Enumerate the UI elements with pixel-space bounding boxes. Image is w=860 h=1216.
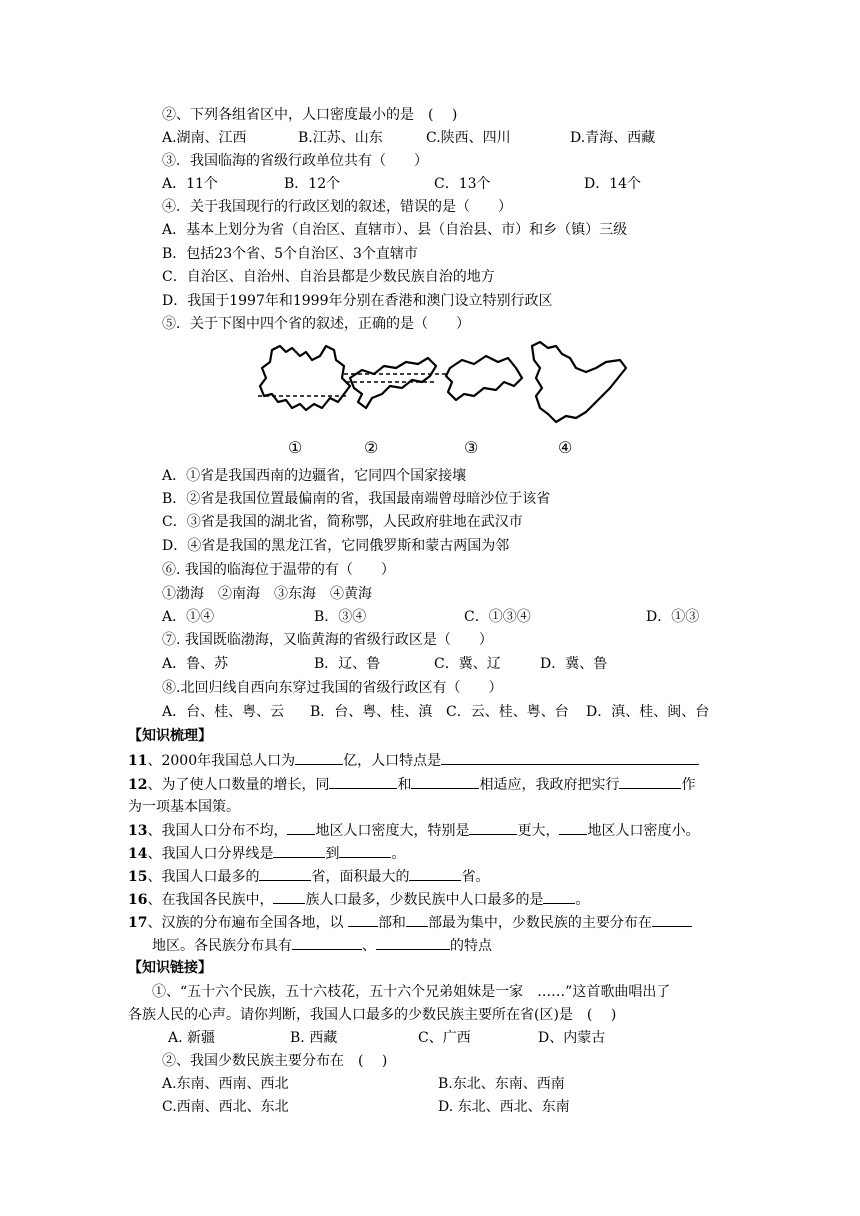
q2-stem: ②、下列各组省区中，人口密度最小的是 ( ) [162, 107, 458, 123]
item-text: 、在我国各民族中， [147, 892, 274, 908]
item-text: 、 [362, 938, 376, 954]
l1-line2: 各族人民的心声。请你判断，我国人口最多的少数民族主要所在省(区)是 ( ) [128, 1007, 617, 1023]
q2-option-a: A.湖南、江西 [162, 130, 247, 146]
q8-option-b: B．台、粤、桂、滇 [310, 704, 433, 720]
item-number: 12 [128, 777, 148, 793]
l1-option-c: C、广西 [418, 1030, 471, 1046]
province-outline-figure [250, 338, 640, 463]
l2-stem: ②、我国少数民族主要分布在 ( ) [162, 1053, 388, 1069]
item-text: 、我国人口分布不均， [147, 823, 288, 839]
answer-blank[interactable] [469, 820, 517, 835]
province-1-outline [260, 346, 350, 410]
q6-option-d: D．①③ [646, 609, 700, 625]
q8-option-d: D．滇、桂、闽、台 [586, 704, 710, 720]
item-number: 14 [128, 846, 148, 862]
map-label-1: ① [288, 438, 303, 457]
q6-items: ①渤海 ②南海 ③东海 ④黄海 [162, 586, 372, 602]
section-heading-knowledge-review: 【知识梳理】 [128, 728, 212, 744]
item-text: 省。 [461, 869, 490, 885]
q5-option-c: C．③省是我国的湖北省，简称鄂，人民政府驻地在武汉市 [162, 514, 523, 530]
item-text: 更大， [517, 823, 560, 839]
l2-option-a: A.东南、西南、西北 [162, 1076, 289, 1092]
item-text: 和 [397, 777, 412, 793]
province-outlines [250, 338, 640, 438]
q6-option-c: C．①③④ [464, 609, 531, 625]
item-text: 部最为集中，少数民族的主要分布在 [427, 915, 652, 931]
item-text: 。 [575, 892, 590, 908]
answer-blank[interactable] [441, 750, 699, 765]
q7-option-b: B．辽、鲁 [314, 656, 381, 672]
q2-option-d: D.青海、西藏 [570, 130, 656, 146]
q7-option-a: A．鲁、苏 [162, 656, 229, 672]
q5-option-a: A．①省是我国西南的边疆省，它同四个国家接壤 [162, 468, 467, 484]
item-number: 13 [128, 823, 148, 839]
province-2-outline [350, 358, 436, 408]
answer-blank[interactable] [287, 820, 315, 835]
answer-blank[interactable] [559, 820, 587, 835]
province-4-outline [532, 342, 626, 422]
map-label-3: ③ [464, 438, 479, 457]
fill-item-14 [128, 843, 405, 864]
item-number: 15 [128, 869, 148, 885]
q6-stem: ⑥. 我国的临海位于温带的有（ ） [162, 562, 395, 578]
q5-option-b: B．②省是我国位置最偏南的省，我国最南端曾母暗沙位于该省 [162, 491, 551, 507]
q4-option-b: B．包括23个省、5个自治区、3个直辖市 [162, 246, 418, 262]
q4-option-c: C．自治区、自治州、自治县都是少数民族自治的地方 [162, 269, 495, 285]
fill-item-11 [128, 750, 699, 771]
answer-blank[interactable] [409, 866, 461, 881]
q8-option-a: A．台、桂、粤、云 [162, 704, 285, 720]
fill-item-13 [128, 820, 699, 841]
item-text: 到 [325, 846, 340, 862]
item-text: 族人口最多，少数民族中人口最多的是 [305, 892, 544, 908]
answer-blank[interactable] [273, 843, 325, 858]
item-text: 。 [391, 846, 406, 862]
item-text: 作 [681, 777, 696, 793]
fill-item-16 [128, 889, 589, 910]
item-text: 地区。各民族分布具有 [152, 938, 292, 954]
q7-option-c: C．冀、辽 [434, 656, 501, 672]
item-number: 16 [128, 892, 148, 908]
item-text: 地区人口密度小。 [587, 823, 700, 839]
l1-line1: ①、“五十六个民族，五十六枝花，五十六个兄弟姐妹是一家 ……”这首歌曲唱出了 [152, 984, 671, 1000]
fill-item-15 [128, 866, 489, 887]
q4-option-a: A．基本上划分为省（自治区、直辖市）、县（自治县、市）和乡（镇）三级 [162, 222, 628, 238]
l1-option-a: A. 新疆 [168, 1030, 216, 1046]
item-text: 、2000年我国总人口为 [147, 753, 296, 769]
fill-item-12 [128, 774, 695, 795]
q8-stem: ⑧.北回归线自西向东穿过我国的省级行政区有（ ） [162, 680, 503, 696]
answer-blank[interactable] [295, 750, 343, 765]
answer-blank[interactable] [329, 774, 397, 789]
q4-option-d: D．我国于1997年和1999年分别在香港和澳门设立特别行政区 [162, 293, 553, 309]
q5-stem: ⑤．关于下图中四个省的叙述，正确的是（ ） [162, 316, 470, 332]
l1-option-b: B. 西藏 [290, 1030, 338, 1046]
item-text: 的特点 [450, 938, 492, 954]
answer-blank[interactable] [339, 843, 391, 858]
q2-option-b: B.江苏、山东 [298, 130, 383, 146]
q8-option-c: C．云、桂、粤、台 [446, 704, 569, 720]
answer-blank[interactable] [292, 935, 362, 950]
q7-stem: ⑦. 我国既临渤海，又临黄海的省级行政区是（ ） [162, 632, 493, 648]
item-text: 相适应，我政府把实行 [479, 777, 620, 793]
l2-option-d: D. 东北、西北、东南 [438, 1099, 570, 1115]
item-number: 17 [128, 915, 148, 931]
item-text: 、汉族的分布遍布全国各地，以 [147, 915, 348, 931]
item-text: 部和 [377, 915, 406, 931]
item-text: 、我国人口最多的 [147, 869, 260, 885]
q3-option-a: A．11个 [162, 176, 218, 192]
answer-blank[interactable] [543, 889, 575, 904]
l2-option-b: B.东北、东南、西南 [438, 1076, 565, 1092]
q2-option-c: C.陕西、四川 [426, 130, 511, 146]
l2-option-c: C.西南、西北、东北 [162, 1099, 289, 1115]
answer-blank[interactable] [619, 774, 681, 789]
item-text: 省，面积最大的 [311, 869, 410, 885]
q4-stem: ④．关于我国现行的行政区划的叙述，错误的是（ ） [162, 199, 512, 215]
fill-item-17-cont [152, 935, 492, 956]
l1-option-d: D、内蒙古 [538, 1030, 606, 1046]
item-text: 、为了使人口数量的增长，同 [147, 777, 330, 793]
item-text: 地区人口密度大，特别是 [315, 823, 470, 839]
item-text: 、我国人口分界线是 [147, 846, 274, 862]
section-heading-knowledge-link: 【知识链接】 [128, 960, 212, 976]
fill-item-12-cont: 为一项基本国策。 [128, 799, 240, 815]
item-number: 11 [128, 753, 148, 769]
q3-option-b: B．12个 [284, 176, 341, 192]
map-label-4: ④ [558, 438, 573, 457]
province-3-outline [446, 356, 522, 400]
answer-blank[interactable] [259, 866, 311, 881]
answer-blank[interactable] [652, 912, 692, 927]
q3-option-d: D．14个 [584, 176, 642, 192]
q5-option-d: D．④省是我国的黑龙江省，它同俄罗斯和蒙古两国为邻 [162, 538, 510, 554]
answer-blank[interactable] [411, 774, 479, 789]
q6-option-b: B．③④ [314, 609, 367, 625]
answer-blank[interactable] [348, 912, 378, 927]
fill-item-17 [128, 912, 692, 933]
answer-blank[interactable] [376, 935, 450, 950]
answer-blank[interactable] [273, 889, 305, 904]
q7-option-d: D．冀、鲁 [540, 656, 608, 672]
q3-option-c: C．13个 [434, 176, 491, 192]
q3-stem: ③．我国临海的省级行政单位共有（ ） [162, 153, 428, 169]
answer-blank[interactable] [406, 912, 428, 927]
q6-option-a: A．①④ [162, 609, 215, 625]
map-label-2: ② [364, 438, 379, 457]
item-text: 亿，人口特点是 [343, 753, 442, 769]
